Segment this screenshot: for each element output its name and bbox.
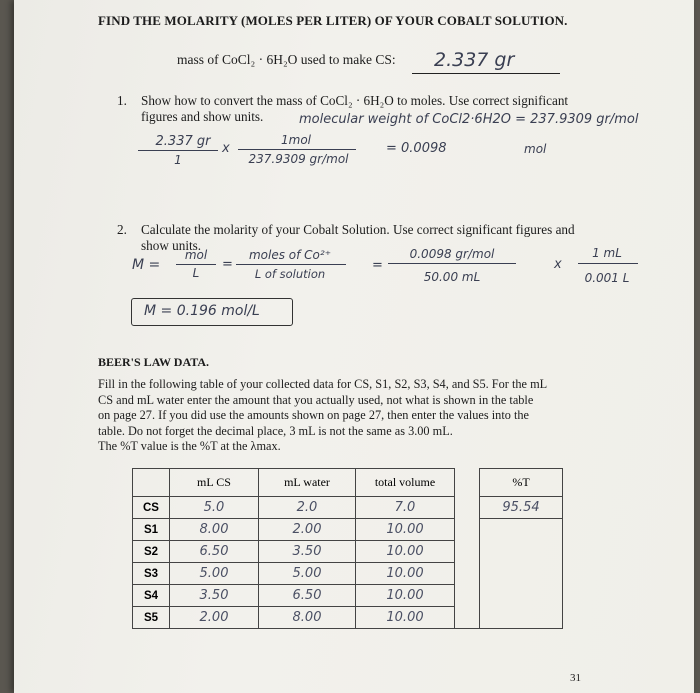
table-row <box>133 519 563 541</box>
q2-answer: M = 0.196 mol/L <box>144 303 260 319</box>
table-header-total-volume: total volume <box>356 469 455 497</box>
q2-equals-3: = <box>372 258 383 273</box>
q2-f1-bar <box>176 264 216 265</box>
cell-percent-t[interactable] <box>480 563 563 585</box>
q1-line1: Show how to convert the mass of CoCl₂ · 6H₂O to moles. Use correct significant <box>141 93 569 108</box>
q1-frac1-bottom: 1 <box>174 153 182 167</box>
q2-m-equals: M = <box>132 257 161 273</box>
cell-total-volume[interactable]: 10.00 <box>356 519 455 541</box>
q2-f4-bar <box>578 263 638 264</box>
cell-percent-t[interactable] <box>480 541 563 563</box>
q1-frac1-top: 2.337 gr <box>155 134 211 149</box>
q2-f1-top: mol <box>184 248 208 262</box>
q1-line2: figures and show units. <box>141 108 264 124</box>
q2-f4-bottom: 0.001 L <box>584 271 630 285</box>
cell-total-volume[interactable]: 10.00 <box>356 585 455 607</box>
cell-ml-cs[interactable]: 5.00 <box>170 563 259 585</box>
cell-ml-cs[interactable]: 6.50 <box>170 541 259 563</box>
cell-gap <box>455 563 480 585</box>
cell-ml-water[interactable]: 8.00 <box>259 607 356 629</box>
mass-answer-line <box>412 49 560 74</box>
beers-line4: table. Do not forget the decimal place, 3 mL is not the same as 3.00 mL. <box>98 423 453 438</box>
q2-f2-bottom: L of solution <box>254 267 326 281</box>
q2-line1: Calculate the molarity of your Cobalt Solution. Use correct significant figures and <box>141 222 575 237</box>
q1-result: = 0.0098 <box>386 141 447 156</box>
q2-f2-bar <box>236 264 346 265</box>
table-row <box>133 563 563 585</box>
cell-ml-water[interactable]: 2.00 <box>259 519 356 541</box>
beers-heading: BEER'S LAW DATA. <box>98 355 210 369</box>
cell-ml-cs[interactable]: 2.00 <box>170 607 259 629</box>
table-row <box>133 607 563 629</box>
q2-times: x <box>554 257 562 272</box>
row-label: S5 <box>133 607 170 629</box>
cell-ml-water[interactable]: 5.00 <box>259 563 356 585</box>
q1-frac2-bottom: 237.9309 gr/mol <box>248 152 349 166</box>
q2-f4-top: 1 mL <box>592 246 622 260</box>
q2-equals-2: = <box>222 257 233 272</box>
q1-frac2-bar <box>238 149 356 150</box>
cell-gap <box>455 541 480 563</box>
q2-number: 2. <box>117 222 127 237</box>
cell-percent-t[interactable] <box>480 607 563 629</box>
cell-percent-t[interactable] <box>480 585 563 607</box>
cell-total-volume[interactable]: 10.00 <box>356 563 455 585</box>
beers-instructions <box>98 377 668 455</box>
cell-total-volume[interactable]: 7.0 <box>356 497 455 519</box>
page-number: 31 <box>570 672 581 684</box>
beers-line3: on page 27. If you did use the amounts shown on page 27, then enter the values into the <box>98 408 529 422</box>
q2-line2: show units. <box>141 237 202 253</box>
cell-gap <box>455 585 480 607</box>
cell-ml-water[interactable]: 3.50 <box>259 541 356 563</box>
table-header-blank <box>133 469 170 497</box>
row-label: CS <box>133 497 170 519</box>
beers-law-table <box>132 468 563 629</box>
q1-frac1-bar <box>138 150 218 151</box>
table-header-gap <box>455 469 480 497</box>
beers-line2: CS and mL water enter the amount that you actually used, not what is shown in the table <box>98 392 534 407</box>
beers-line1: Fill in the following table of your collected data for CS, S1, S2, S3, S4, and S5. For the mL <box>98 377 548 391</box>
row-label: S4 <box>133 585 170 607</box>
table-header-percent-t: %T <box>480 469 563 497</box>
cell-ml-water[interactable]: 6.50 <box>259 585 356 607</box>
cell-gap <box>455 607 480 629</box>
q1-times: x <box>222 141 230 156</box>
cell-gap <box>455 519 480 541</box>
cell-ml-cs[interactable]: 3.50 <box>170 585 259 607</box>
table-header-ml-water: mL water <box>259 469 356 497</box>
cell-percent-t[interactable] <box>480 519 563 541</box>
cell-ml-cs[interactable]: 5.0 <box>170 497 259 519</box>
q2-f2-top: moles of Co²⁺ <box>248 248 332 262</box>
beers-line5: The %T value is the %T at the λmax. <box>98 439 281 453</box>
q2-f3-bar <box>388 263 516 264</box>
q1-frac2-top: 1mol <box>281 133 311 147</box>
table-header-row <box>133 469 563 497</box>
q2-f3-top: 0.0098 gr/mol <box>409 247 495 261</box>
q1-result-unit: mol <box>524 142 547 156</box>
table-header-ml-cs: mL CS <box>170 469 259 497</box>
table-row <box>133 541 563 563</box>
table-row <box>133 497 563 519</box>
cell-total-volume[interactable]: 10.00 <box>356 607 455 629</box>
cell-ml-cs[interactable]: 8.00 <box>170 519 259 541</box>
q2-f1-bottom: L <box>192 266 200 280</box>
q2-f3-bottom: 50.00 mL <box>423 270 481 284</box>
mass-value: 2.337 gr <box>434 49 515 71</box>
cell-percent-t[interactable]: 95.54 <box>480 497 563 519</box>
cell-gap <box>455 497 480 519</box>
cell-ml-water[interactable]: 2.0 <box>259 497 356 519</box>
table-row <box>133 585 563 607</box>
worksheet-page <box>14 0 694 693</box>
q2-answer-box <box>131 298 293 326</box>
q1-number: 1. <box>117 93 127 108</box>
q1-molecular-weight-note: molecular weight of CoCl2·6H2O = 237.9309 gr/mol <box>299 112 639 127</box>
row-label: S1 <box>133 519 170 541</box>
row-label: S2 <box>133 541 170 563</box>
cell-total-volume[interactable]: 10.00 <box>356 541 455 563</box>
row-label: S3 <box>133 563 170 585</box>
mass-label: mass of CoCl₂ · 6H₂O used to make CS: <box>177 52 396 67</box>
page-title: FIND THE MOLARITY (MOLES PER LITER) OF YOUR COBALT SOLUTION. <box>98 13 568 28</box>
